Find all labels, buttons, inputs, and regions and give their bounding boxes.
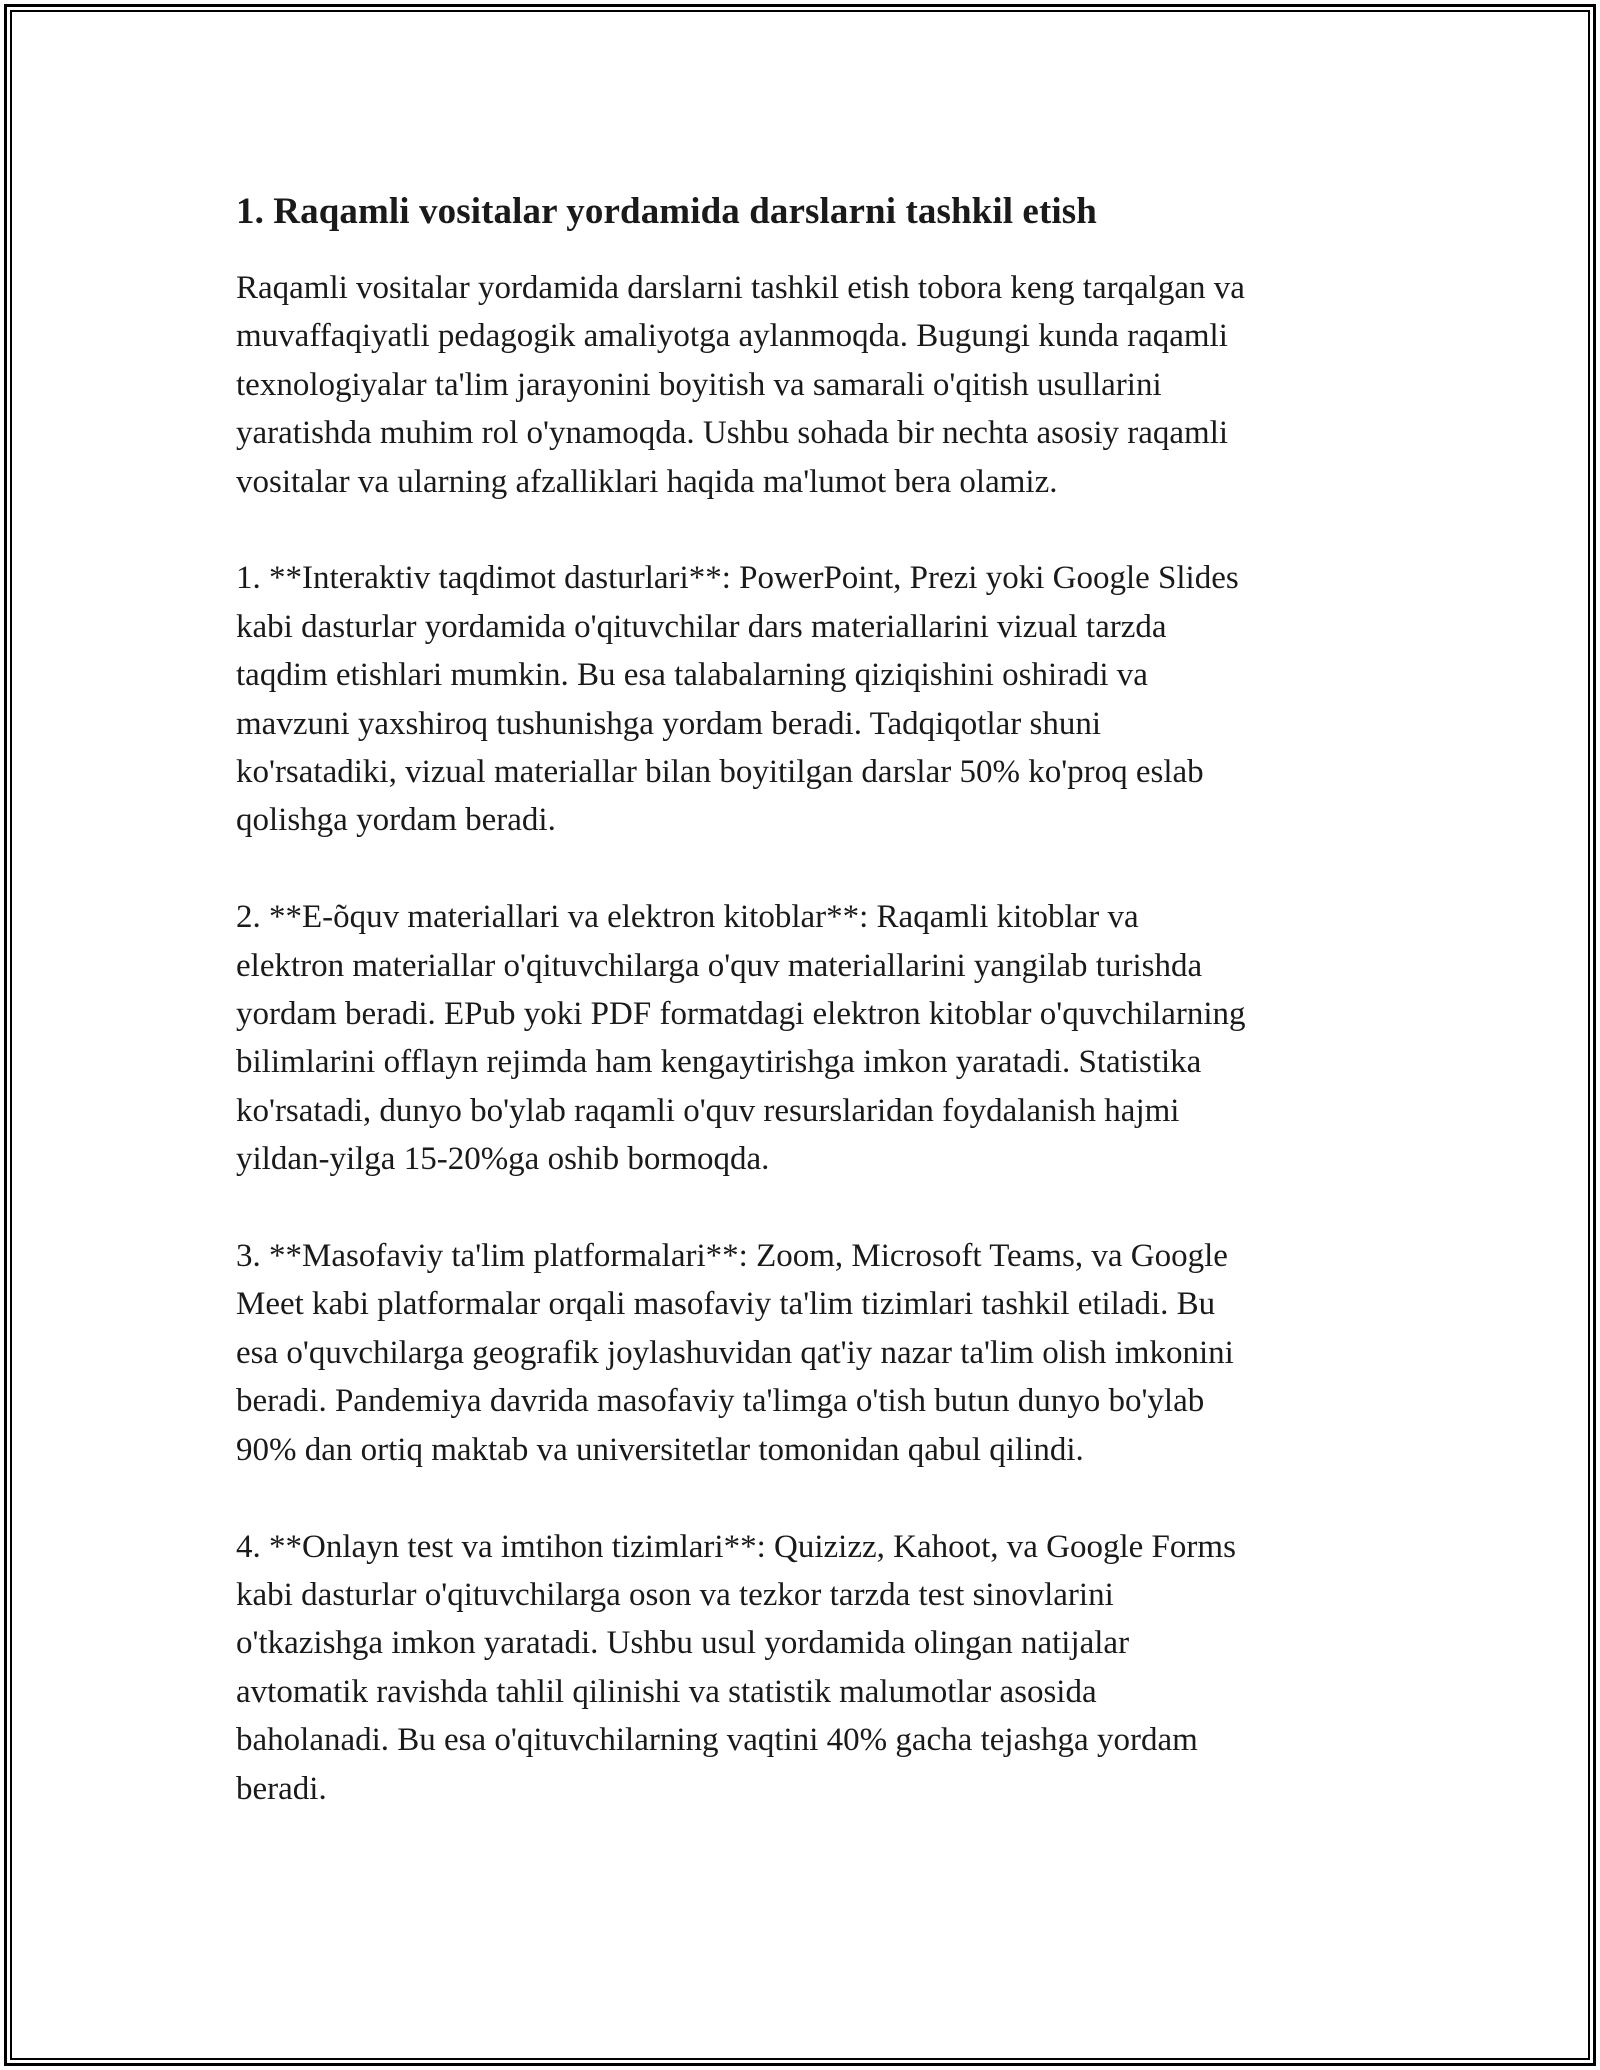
- document-body: [236, 188, 1376, 1861]
- paragraph-distance-learning: 3. **Masofaviy ta'lim platformalari**: Zoom, Microsoft Teams, va Google Meet kabi platformalar orqali masofaviy ta'lim tizimlari tashkil etiladi. Bu esa o'quvchilarga geografik joylashuvidan qat'iy nazar ta'lim olish imkonini beradi. Pandemiya davrida masofaviy ta'limga o'tish butun dunyo bo'ylab 90% dan ortiq maktab va universitetlar tomonidan qabul qilindi.: [236, 1238, 1234, 1468]
- document-title: 1. Raqamli vositalar yordamida darslarni tashkil etish: [236, 191, 1097, 232]
- paragraph-interactive-presentations: 1. **Interaktiv taqdimot dasturlari**: PowerPoint, Prezi yoki Google Slides kabi dasturlar yordamida o'qituvchilar dars materiallarini vizual tarzda taqdim etishlari mumkin. Bu esa talabalarning qiziqishini oshiradi va mavzuni yaxshiroq tushunishga yordam beradi. Tadqiqotlar shuni ko'rsatadiki, vizual materiallar bilan boyitilgan darslar 50% ko'proq eslab qolishga yordam beradi.: [236, 560, 1239, 839]
- paragraph-e-learning-materials: 2. **E-õquv materiallari va elektron kitoblar**: Raqamli kitoblar va elektron materiallar o'qituvchilarga o'quv materiallarini yangilab turishda yordam beradi. EPub yoki PDF formatdagi elektron kitoblar o'quvchilarning bilimlarini offlayn rejimda ham kengaytirishga imkon yaratadi. Statistika ko'rsatadi, dunyo bo'ylab raqamli o'quv resurslaridan foydalanish hajmi yildan-yilga 15-20%ga oshib bormoqda.: [236, 899, 1246, 1178]
- intro-paragraph: Raqamli vositalar yordamida darslarni tashkil etish tobora keng tarqalgan va muvaffaqiyatli pedagogik amaliyotga aylanmoqda. Bugungi kunda raqamli texnologiyalar ta'lim jarayonini boyitish va samarali o'qitish usullarini yaratishda muhim rol o'ynamoqda. Ushbu sohada bir nechta asosiy raqamli vositalar va ularning afzalliklari haqida ma'lumot bera olamiz.: [236, 270, 1245, 500]
- paragraph-online-testing: 4. **Onlayn test va imtihon tizimlari**: Quizizz, Kahoot, va Google Forms kabi dasturlar o'qituvchilarga oson va tezkor tarzda test sinovlarini o'tkazishga imkon yaratadi. Ushbu usul yordamida olingan natijalar avtomatik ravishda tahlil qilinishi va statistik malumotlar asosida baholanadi. Bu esa o'qituvchilarning vaqtini 40% gacha tejashga yordam beradi.: [236, 1528, 1236, 1807]
